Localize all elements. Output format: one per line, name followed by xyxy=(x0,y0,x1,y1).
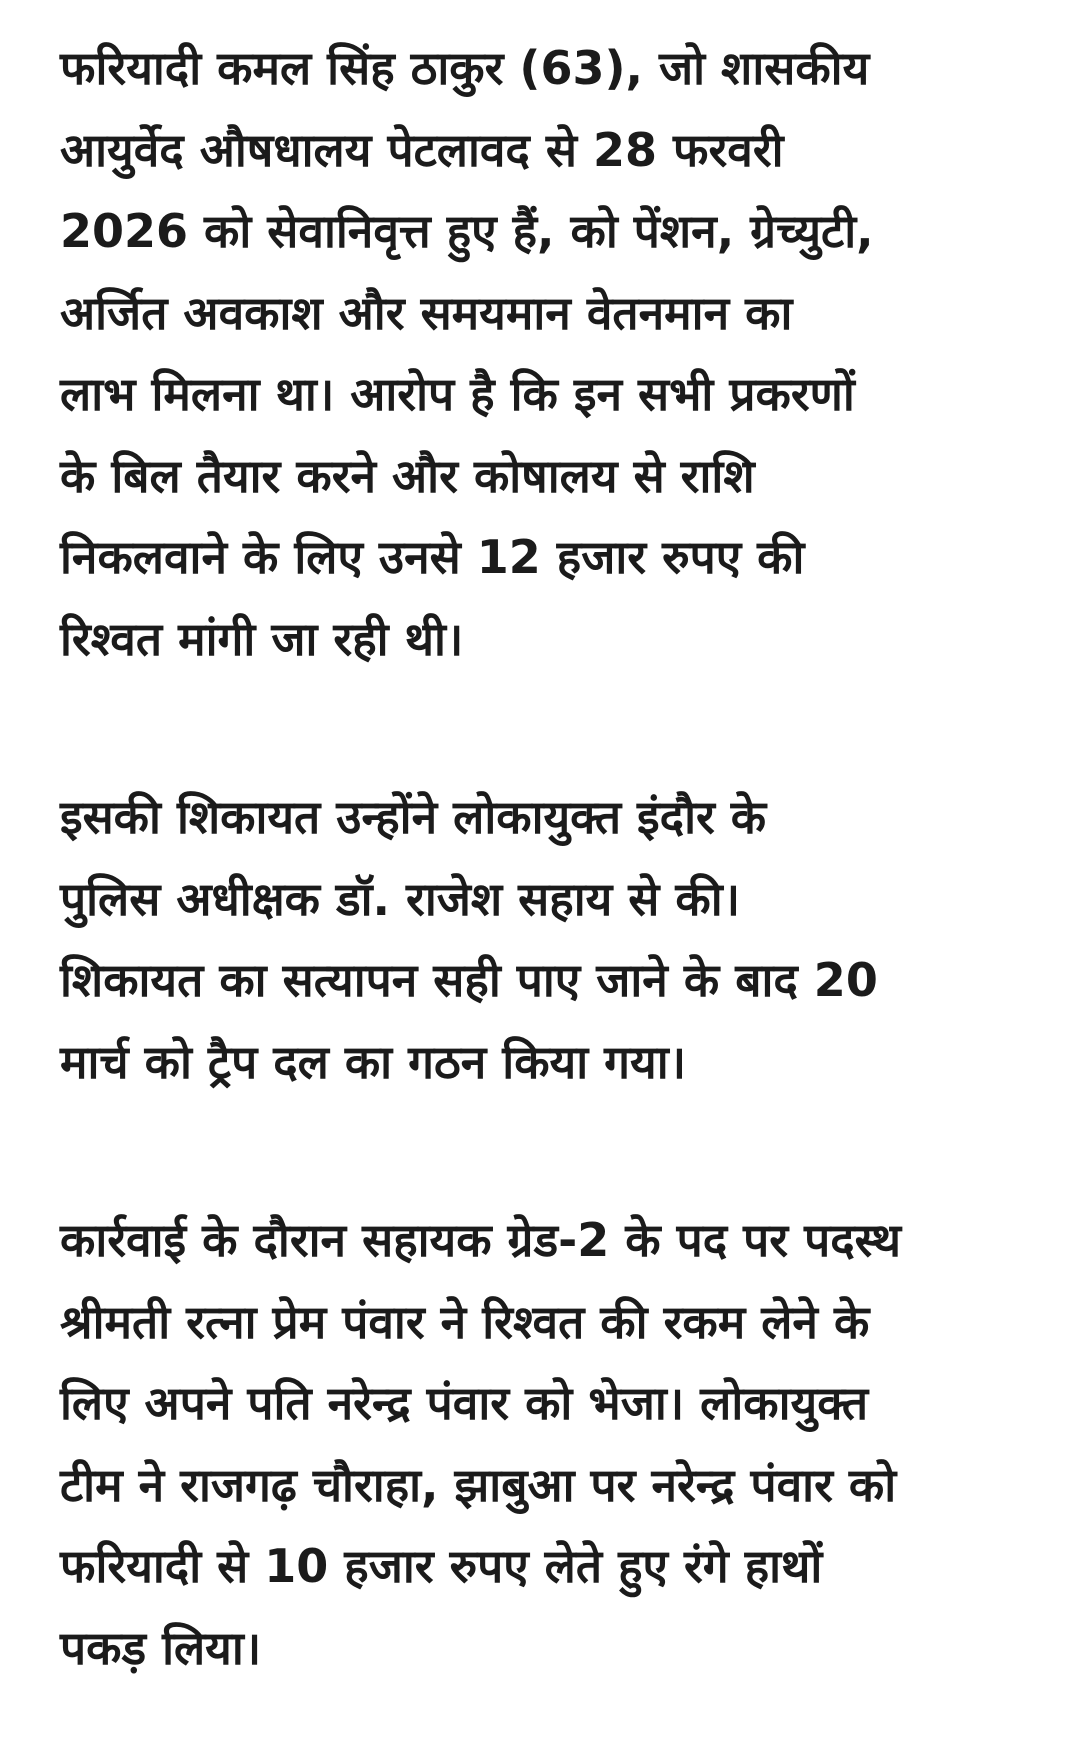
text-line: मार्च को ट्रैप दल का गठन किया गया। xyxy=(60,1034,687,1089)
paragraph-spacer xyxy=(60,1103,1050,1200)
text-line: टीम ने राजगढ़ चौराहा, झाबुआ पर नरेन्द्र पंवार को xyxy=(60,1457,897,1512)
paragraph-complaint xyxy=(60,777,1050,1103)
text-line: के बिल तैयार करने और कोषालय से राशि xyxy=(60,448,755,503)
text-line: रिश्वत मांगी जा रही थी। xyxy=(60,611,464,666)
text-line: फरियादी कमल सिंह ठाकुर (63), जो शासकीय xyxy=(60,41,870,95)
paragraph-complainant xyxy=(60,28,1050,680)
text-line: शिकायत का सत्यापन सही पाए जाने के बाद 20 xyxy=(60,953,878,1007)
paragraph-spacer xyxy=(60,680,1050,777)
text-line: कार्रवाई के दौरान सहायक ग्रेड-2 के पद पर पदस्थ xyxy=(60,1213,902,1267)
text-line: निकलवाने के लिए उनसे 12 हजार रुपए की xyxy=(60,530,805,584)
text-line: लाभ मिलना था। आरोप है कि इन सभी प्रकरणों xyxy=(60,367,855,421)
text-line: पुलिस अधीक्षक डॉ. राजेश सहाय से की। xyxy=(60,871,741,926)
text-line: 2026 को सेवानिवृत्त हुए हैं, को पेंशन, ग्रेच्युटी, xyxy=(60,204,874,258)
text-line: लिए अपने पति नरेन्द्र पंवार को भेजा। लोकायुक्त xyxy=(60,1376,869,1430)
text-line: आयुर्वेद औषधालय पेटलावद से 28 फरवरी xyxy=(60,122,784,177)
article-body xyxy=(60,28,1050,1689)
text-line: इसकी शिकायत उन्होंने लोकायुक्त इंदौर के xyxy=(60,790,767,844)
text-line: श्रीमती रत्ना प्रेम पंवार ने रिश्वत की रकम लेने के xyxy=(60,1294,870,1349)
text-line: पकड़ लिया। xyxy=(60,1620,262,1675)
text-line: फरियादी से 10 हजार रुपए लेते हुए रंगे हाथों xyxy=(60,1539,823,1593)
text-line: अर्जित अवकाश और समयमान वेतनमान का xyxy=(60,285,793,340)
paragraph-action xyxy=(60,1200,1050,1689)
